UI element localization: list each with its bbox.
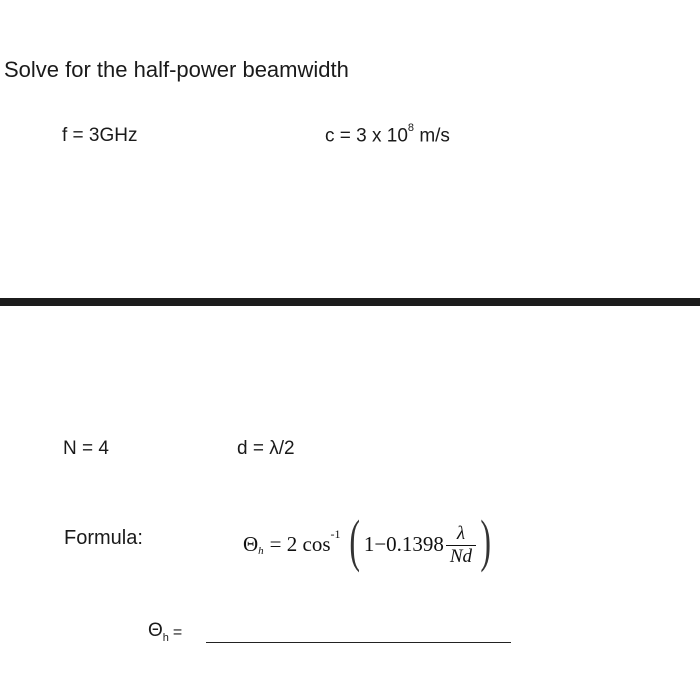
formula-left-paren: ( [348,508,360,573]
speed-unit: m/s [414,125,450,147]
param-element-spacing: d = λ/2 [237,438,295,459]
formula-fraction [446,523,476,568]
given-frequency: f = 3GHz [62,125,138,146]
param-element-count: N = 4 [63,438,109,459]
formula-theta-subscript: h [258,545,264,557]
answer-prompt [148,620,182,642]
speed-prefix: c = 3 x 10 [325,125,408,147]
answer-theta-subscript: h [162,632,169,644]
given-speed-of-light [325,122,450,147]
section-divider [0,298,700,306]
fraction-denominator: Nd [449,545,473,567]
answer-equals: = [172,624,183,641]
formula-inverse-exponent: -1 [330,526,341,541]
beamwidth-formula [243,506,495,582]
formula-theta: Θ [243,531,259,556]
formula-inner-expression: 1−0.1398 [363,531,444,556]
formula-label: Formula: [64,527,143,549]
fraction-numerator: λ [456,522,466,544]
formula-equals-cos: = 2 cos [269,531,331,556]
speed-exponent: 8 [407,122,415,134]
answer-theta: Θ [148,620,163,641]
formula-right-paren: ) [480,508,491,573]
answer-blank-line[interactable] [206,642,511,643]
problem-statement: Solve for the half-power beamwidth [4,57,349,82]
